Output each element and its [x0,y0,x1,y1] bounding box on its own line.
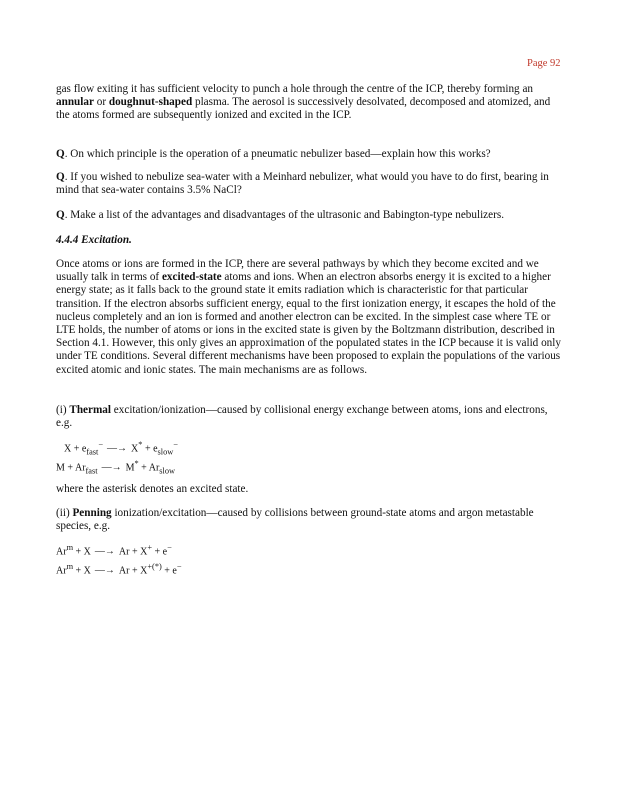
thermal-equation-2: $M + Ar_{fast}$ —→ $M^* + Ar_{slow}$ [56,459,176,476]
page-number: Page 92 [527,58,561,69]
question-2: Q. If you wished to nebulize sea-water with a Meinhard nebulizer, what would you have to do first, bearing in mind that sea-water contains 3.5% NaCl? [56,171,549,197]
thermal-equation-1: $X + e_{fast}^-$ —→ $X^* + e_{slow}^-$ [64,440,178,457]
question-3: Q. Make a list of the advantages and disadvantages of the ultrasonic and Babington-type nebulizers. [56,209,504,221]
section-heading: 4.4.4 Excitation. [56,234,132,246]
asterisk-note: where the asterisk denotes an excited state. [56,483,249,495]
intro-paragraph: gas flow exiting it has sufficient velocity to punch a hole through the centre of the ICP, thereby forming an annular or doughnut-shaped plasma. The aerosol is successively desolvated, decomposed and atomized, and the atoms formed are subsequently ionized and excited in the ICP. [56,83,551,122]
penning-paragraph: (ii) Penning ionization/excitation—caused by collisions between ground-state atoms and argon metastable species, e.g. [56,507,534,533]
penning-equation-2: $Ar^m + X$ —→ Ar + X+(*) + e− [56,562,182,577]
thermal-paragraph: (i) Thermal excitation/ionization—caused by collisional energy exchange between atoms, ions and electrons, e.g. [56,404,548,430]
question-1: Q. On which principle is the operation of a pneumatic nebulizer based—explain how this works? [56,148,491,160]
excitation-paragraph: Once atoms or ions are formed in the ICP, there are several pathways by which they become excited and we usually talk in terms of excited-state atoms and ions. When an electron absorbs energy it is excited to a higher energy state; as it falls back to the ground state it emits radiation which is characteristic for that particular transition. If the electron absorbs sufficient energy, equal to the first ionization energy, it escapes the hold of the nucleus completely and an ion is formed and another electron can be excited. In the simplest case where TE or LTE holds, the number of atoms or ions in the excited state is given by the Boltzmann distribution, described in Section 4.1. However, this only gives an approximation of the populated states in the ICP because it is valid only under TE conditions. Several different mechanisms have been proposed to explain the populations of the various excited atomic and ionic states. The main mechanisms are as follows. [56,258,561,376]
penning-equation-1: $Ar^m + X$ —→ Ar + X+ + e− [56,543,172,558]
